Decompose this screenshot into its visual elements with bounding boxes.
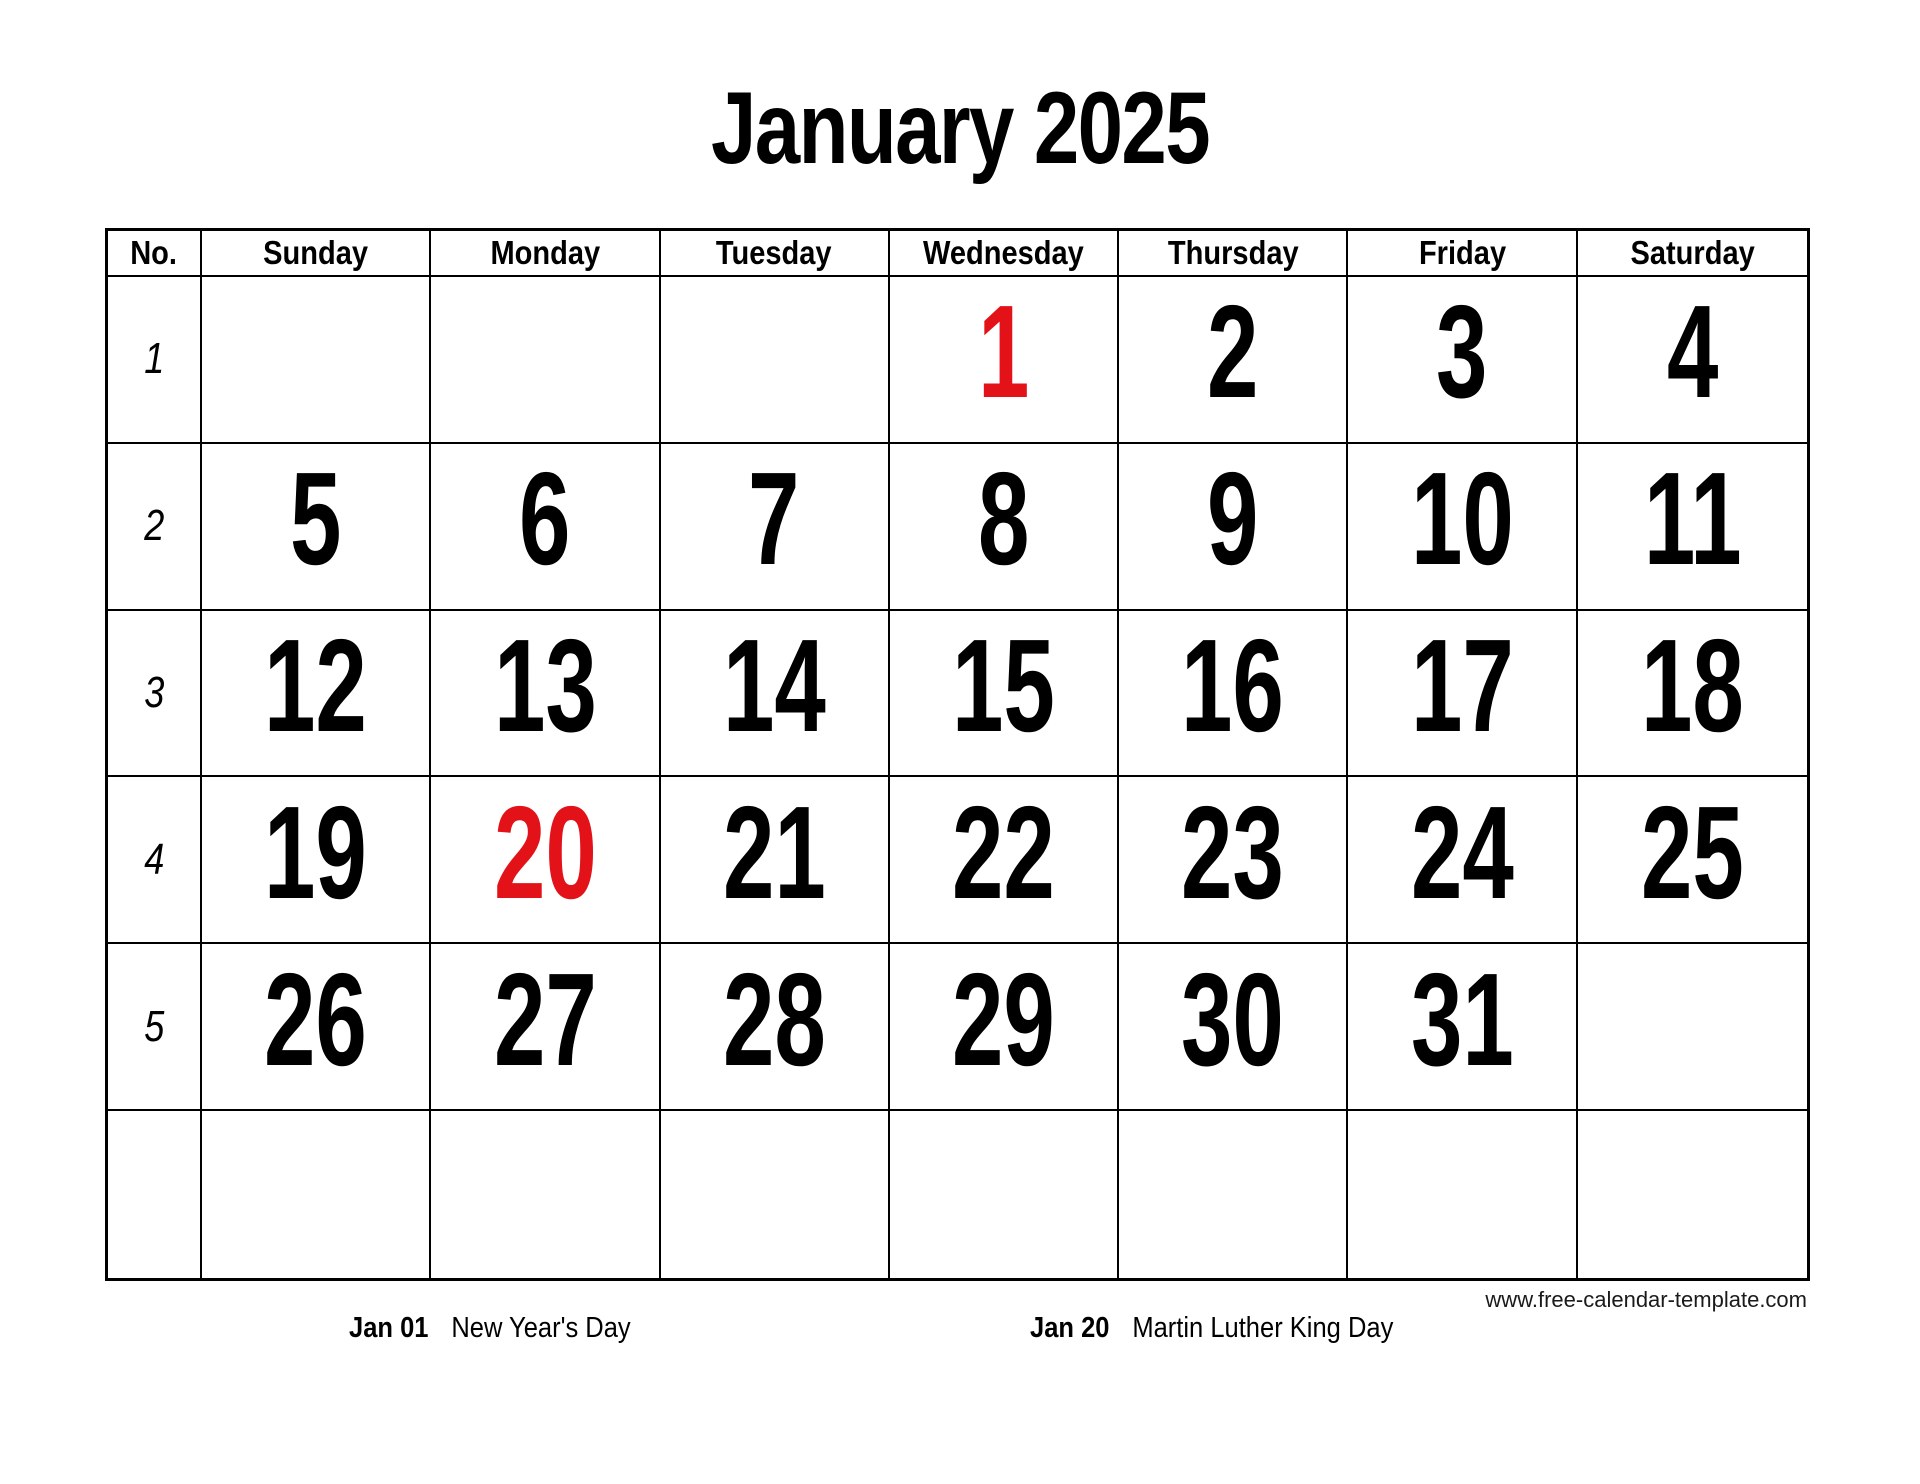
header-monday: Monday: [431, 231, 660, 277]
week-number: 4: [108, 777, 202, 944]
day-cell: 9: [1119, 444, 1348, 611]
day-cell: [202, 277, 431, 444]
holiday-name: Martin Luther King Day: [1132, 1312, 1394, 1344]
day-cell: 5: [202, 444, 431, 611]
day-cell: [890, 1111, 1119, 1278]
header-wednesday: Wednesday: [890, 231, 1119, 277]
week-number: 2: [108, 444, 202, 611]
day-cell: [661, 1111, 890, 1278]
day-cell: 29: [890, 944, 1119, 1111]
day-cell: 28: [661, 944, 890, 1111]
page-title: January 2025: [711, 71, 1209, 185]
week-number: 5: [108, 944, 202, 1111]
header-thursday: Thursday: [1119, 231, 1348, 277]
day-cell: 23: [1119, 777, 1348, 944]
week-number: [108, 1111, 202, 1278]
day-cell: 14: [661, 611, 890, 778]
day-cell: 4: [1578, 277, 1807, 444]
day-cell: 11: [1578, 444, 1807, 611]
day-cell: 3: [1348, 277, 1577, 444]
website-credit: www.free-calendar-template.com: [1485, 1287, 1807, 1312]
day-cell: 27: [431, 944, 660, 1111]
header-friday: Friday: [1348, 231, 1577, 277]
holiday-name: New Year's Day: [451, 1312, 631, 1344]
day-cell: [431, 1111, 660, 1278]
day-cell: [1578, 1111, 1807, 1278]
day-cell: 15: [890, 611, 1119, 778]
day-cell: 30: [1119, 944, 1348, 1111]
holiday-legend-mlk: [1030, 1312, 1393, 1345]
day-cell: 18: [1578, 611, 1807, 778]
day-cell: 13: [431, 611, 660, 778]
day-cell: 24: [1348, 777, 1577, 944]
day-cell: 21: [661, 777, 890, 944]
day-cell: [431, 277, 660, 444]
week-number: 1: [108, 277, 202, 444]
calendar-table: [105, 228, 1810, 1281]
header-tuesday: Tuesday: [661, 231, 890, 277]
day-cell: 17: [1348, 611, 1577, 778]
header-sunday: Sunday: [202, 231, 431, 277]
day-cell: 6: [431, 444, 660, 611]
day-cell: [1119, 1111, 1348, 1278]
day-cell: [661, 277, 890, 444]
day-cell: 2: [1119, 277, 1348, 444]
header-week-no: No.: [108, 231, 202, 277]
day-cell: 12: [202, 611, 431, 778]
day-cell: 25: [1578, 777, 1807, 944]
day-cell: 10: [1348, 444, 1577, 611]
day-cell: [1348, 1111, 1577, 1278]
day-cell: 16: [1119, 611, 1348, 778]
holiday-date: Jan 20: [1030, 1312, 1110, 1344]
header-saturday: Saturday: [1578, 231, 1807, 277]
day-cell: 22: [890, 777, 1119, 944]
day-cell: [1578, 944, 1807, 1111]
day-cell: 8: [890, 444, 1119, 611]
day-cell: 26: [202, 944, 431, 1111]
week-number: 3: [108, 611, 202, 778]
holiday-legend-new-years: [349, 1312, 631, 1345]
holiday-date: Jan 01: [349, 1312, 429, 1344]
day-cell: 19: [202, 777, 431, 944]
day-cell: [202, 1111, 431, 1278]
day-cell-holiday: 1: [890, 277, 1119, 444]
day-cell: 7: [661, 444, 890, 611]
day-cell-holiday: 20: [431, 777, 660, 944]
day-cell: 31: [1348, 944, 1577, 1111]
